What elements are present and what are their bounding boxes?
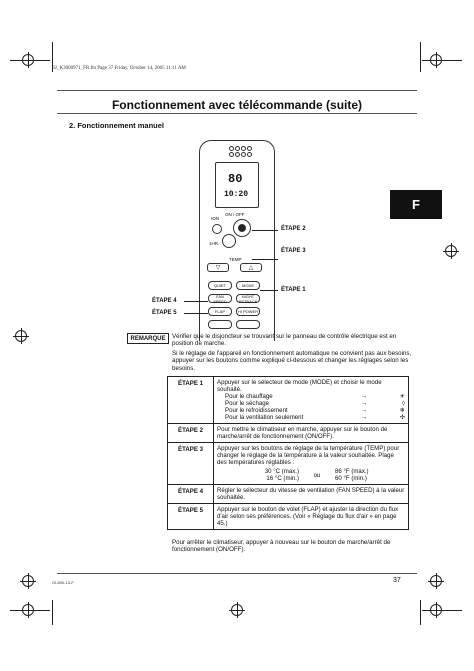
ion-label: ION <box>211 216 220 221</box>
remarque-label: REMARQUE <box>127 333 169 344</box>
step-label: ÉTAPE 4 <box>168 485 214 504</box>
page-title: Fonctionnement avec télécommande (suite) <box>111 98 363 112</box>
registration-mark-bottom-center <box>231 604 243 616</box>
mode-row <box>217 414 405 421</box>
crop-line <box>10 60 50 61</box>
mode-button[interactable]: MODE <box>236 281 260 290</box>
mode-row <box>217 400 405 407</box>
arrow: → <box>361 407 368 414</box>
step-label: ÉTAPE 1 <box>168 377 214 424</box>
registration-mark-bottom-left <box>22 575 34 587</box>
temp-max-c: 30 °C (max.) <box>264 468 299 475</box>
remote-indicator <box>241 152 246 157</box>
remote-button[interactable] <box>236 320 260 329</box>
table-row <box>168 443 409 485</box>
lcd-time: 10:20 <box>224 190 249 199</box>
temp-min-c: 16 °C (min.) <box>266 475 299 482</box>
temp-down-button[interactable]: ▽ <box>207 263 229 272</box>
callout-etape1: ÉTAPE 1 <box>281 287 306 293</box>
crop-line <box>422 60 462 61</box>
remote-indicator <box>247 152 252 157</box>
step-text: Appuyer sur le sélecteur de mode (MODE) et choisir le mode souhaité. <box>217 379 382 393</box>
remote-indicator <box>229 152 234 157</box>
mode-row <box>217 407 405 414</box>
cool-icon: ❄ <box>399 407 405 414</box>
page-number: 37 <box>393 577 401 584</box>
one-hr-label: 1HR. <box>209 241 220 246</box>
callout-line <box>260 290 278 291</box>
lcd-temperature: 80 <box>228 172 243 186</box>
step-label: ÉTAPE 2 <box>168 424 214 443</box>
mode-name: Pour le séchage <box>225 400 270 407</box>
arrow: → <box>361 393 368 400</box>
arrow: → <box>361 400 368 407</box>
quiet-button[interactable]: QUIET <box>208 281 232 290</box>
remarque-text: Vérifier que le disjoncteur se trouvant sur le panneau de contrôle électrique est en position de marche. <box>172 333 397 348</box>
table-row <box>168 424 409 443</box>
crop-line <box>52 600 53 625</box>
crop-line <box>420 42 421 72</box>
callout-etape5: ÉTAPE 5 <box>152 310 177 316</box>
fan-icon: ✣ <box>399 414 405 421</box>
one-hr-button[interactable] <box>222 234 236 248</box>
remote-indicator <box>229 146 234 151</box>
table-row <box>168 377 409 424</box>
document-code: OI-800-13-F <box>52 580 74 585</box>
remote-indicator <box>247 146 252 151</box>
closing-paragraph: Pour arrêter le climatiseur, appuyer à nouveau sur le bouton de marche/arrêt de fonctionnement (ON/OFF). <box>172 539 391 554</box>
remote-button[interactable] <box>208 320 232 329</box>
mode-name: Pour la ventilation seulement <box>225 414 304 421</box>
temperature-range <box>217 468 405 482</box>
remote-indicator <box>235 146 240 151</box>
footer-rule <box>57 573 417 574</box>
page-header: 02_K3000971_FR.fm Page 37 Friday, October 14, 2005 11:11 AM <box>52 66 186 71</box>
step-content <box>214 443 409 485</box>
mode-name: Pour le refroidissement <box>225 407 288 414</box>
heat-icon: ☀ <box>399 393 405 400</box>
step-text: Appuyer sur les boutons de réglage de la température (TEMP) pour changer le réglage de la température à la valeur souhaitée. Plage des températures réglables : <box>217 445 400 466</box>
or-text: ou <box>313 471 321 479</box>
step-text: Régler le sélecteur du vitesse de ventilation (FAN SPEED) à la valeur souhaitée. <box>214 485 409 504</box>
step-text: Pour mettre le climatiseur en marche, appuyer sur le bouton de marche/arrêt de fonctionnement (ON/OFF). <box>214 424 409 443</box>
registration-mark-right-mid <box>445 245 457 257</box>
remote-indicator <box>241 146 246 151</box>
language-tab: F <box>390 190 442 219</box>
arrow: → <box>361 414 368 421</box>
remote-indicator <box>235 152 240 157</box>
step-content <box>214 377 409 424</box>
callout-etape2: ÉTAPE 2 <box>281 226 306 232</box>
flap-button[interactable]: FLAP <box>208 307 232 316</box>
registration-mark-bottom-right <box>430 575 442 587</box>
section-heading: 2. Fonctionnement manuel <box>69 121 165 130</box>
temp-up-button[interactable]: △ <box>240 263 262 272</box>
ion-button[interactable] <box>212 224 222 234</box>
fan-speed-button[interactable]: FAN SPEED <box>208 294 232 303</box>
hi-power-button[interactable]: HI POWER <box>237 309 259 314</box>
callout-etape3: ÉTAPE 3 <box>281 248 306 254</box>
mode-name: Pour le chauffage <box>225 393 273 400</box>
mode-row <box>217 393 405 400</box>
registration-mark-left-mid <box>15 330 27 342</box>
step-label: ÉTAPE 3 <box>168 443 214 485</box>
callout-etape4: ÉTAPE 4 <box>152 298 177 304</box>
callout-line <box>184 301 208 302</box>
night-setback-button[interactable]: NIGHT SETBACK <box>236 294 260 303</box>
callout-line <box>252 259 278 260</box>
temp-max-f: 86 °F (max.) <box>335 468 369 475</box>
callout-line <box>252 230 278 231</box>
header-rule <box>57 90 417 91</box>
dry-icon: ◊ <box>401 400 405 407</box>
intro-paragraph: Si le réglage de l'appareil en fonctionnement automatique ne convient pas aux besoins, appuyer sur les boutons comme expliqué ci-dessous et changer les réglages selon les besoins. <box>172 350 412 372</box>
on-off-label: ON / OFF <box>225 212 245 217</box>
table-row <box>168 504 409 530</box>
step-text: Appuyer sur le bouton de volet (FLAP) et ajuster la direction du flux d'air selon ses préférences. (Voir « Réglage du flux d'air » en page 45.) <box>214 504 409 530</box>
steps-table <box>167 376 409 530</box>
crop-line <box>10 610 50 611</box>
crop-line <box>422 610 462 611</box>
temp-min-f: 60 °F (min.) <box>335 475 367 482</box>
callout-line <box>184 313 208 314</box>
table-row <box>168 485 409 504</box>
on-off-button-inner <box>238 224 246 232</box>
title-underline <box>57 113 417 114</box>
step-label: ÉTAPE 5 <box>168 504 214 530</box>
crop-line <box>420 600 421 625</box>
temp-label: TEMP <box>229 257 242 262</box>
